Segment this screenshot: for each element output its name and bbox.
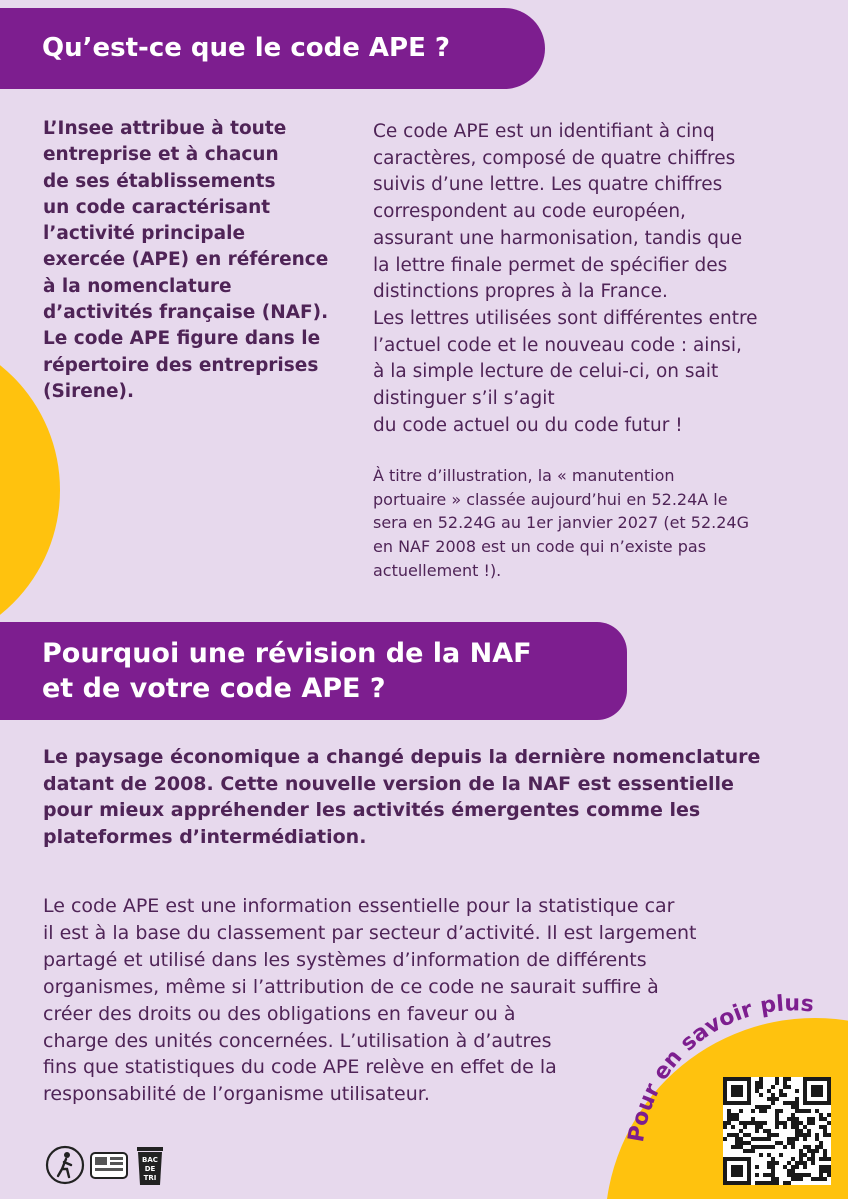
intro-line: entreprise et à chacun — [43, 144, 279, 166]
intro-line: L’Insee attribue à toute — [43, 118, 287, 139]
details-line: à la simple lecture de celui-ci, on sait — [373, 361, 719, 383]
intro-line: l’activité principale — [43, 223, 246, 245]
details-line: assurant une harmonisation, tandis que — [373, 227, 743, 249]
section1-illustration — [373, 464, 833, 583]
intro-line: d’activités française (NAF). — [43, 302, 329, 324]
intro-line: de ses établissements — [43, 170, 276, 192]
intro-line: répertoire des entreprises — [43, 354, 319, 376]
details-line: Ce code APE est un identifiant à cinq — [373, 121, 715, 142]
section2-title-line: Pourquoi une révision de la NAF — [42, 638, 532, 669]
section1-title: Qu’est-ce que le code APE ? — [42, 33, 450, 63]
section2-title-line: et de votre code APE ? — [42, 673, 386, 704]
bin-label-line: BAC — [142, 1156, 158, 1164]
body-line: organismes, même si l’attribution de ce code ne saurait suffire à — [43, 975, 659, 998]
illustration-line: sera en 52.24G au 1er janvier 2027 (et 52.24G — [373, 513, 749, 533]
intro-line: Le code APE figure dans le — [43, 328, 321, 350]
bin-label-line: TRI — [143, 1174, 157, 1182]
section1-intro — [43, 116, 353, 405]
body-line: créer des droits ou des obligations en faveur ou à — [43, 1002, 516, 1025]
details-line: correspondent au code européen, — [373, 201, 686, 223]
details-line: Les lettres utilisées sont différentes entre — [373, 307, 758, 329]
illustration-line: en NAF 2008 est un code qui n’existe pas — [373, 537, 707, 557]
body-line: il est à la base du classement par secteur d’activité. Il est largement — [43, 921, 697, 944]
intro-line: un code caractérisant — [43, 196, 271, 218]
section1-details — [373, 119, 833, 439]
recycle-person-icon — [45, 1145, 85, 1185]
lead-line: plateformes d’intermédiation. — [43, 825, 367, 848]
illustration-line: À titre d’illustration, la « manutention — [373, 466, 675, 485]
bin-label-line: DE — [144, 1165, 156, 1173]
details-line: l’actuel code et le nouveau code : ainsi, — [373, 334, 742, 356]
paper-recycling-icon — [89, 1145, 129, 1185]
body-line: charge des unités concernées. L’utilisation à d’autres — [43, 1029, 552, 1052]
body-line: responsabilité de l’organisme utilisateur. — [43, 1083, 430, 1106]
body-line: fins que statistiques du code APE relève en effet de la — [43, 1056, 557, 1079]
qr-code-graphic — [723, 1077, 831, 1185]
intro-line: (Sirene). — [43, 380, 134, 402]
intro-line: exercée (APE) en référence — [43, 249, 329, 271]
footer-recycling-logos — [45, 1145, 170, 1187]
body-line: Le code APE est une information essentielle pour la statistique car — [43, 895, 675, 917]
illustration-line: portuaire » classée aujourd’hui en 52.24A le — [373, 489, 728, 509]
section1-title-banner — [0, 8, 545, 89]
details-line: distinctions propres à la France. — [373, 281, 668, 303]
section2-title-banner — [0, 622, 627, 720]
lead-line: pour mieux appréhender les activités émergentes comme les — [43, 799, 701, 821]
section2-lead — [43, 744, 823, 850]
illustration-line: actuellement !). — [373, 560, 502, 580]
lead-line: datant de 2008. Cette nouvelle version de la NAF est essentielle — [43, 772, 734, 795]
details-line: caractères, composé de quatre chiffres — [373, 147, 736, 169]
lead-line: Le paysage économique a changé depuis la dernière nomenclature — [43, 746, 761, 768]
sorting-bin-icon — [133, 1145, 167, 1187]
details-line: la lettre finale permet de spécifier des — [373, 254, 728, 276]
more-info-text: Pour en savoir plus — [624, 991, 815, 1145]
qr-code[interactable] — [723, 1077, 831, 1185]
details-line: du code actuel ou du code futur ! — [373, 414, 683, 436]
details-line: distinguer s’il s’agit — [373, 388, 555, 410]
intro-line: à la nomenclature — [43, 275, 232, 297]
details-line: suivis d’une lettre. Les quatre chiffres — [373, 174, 723, 196]
body-line: partagé et utilisé dans les systèmes d’information de différents — [43, 948, 647, 971]
